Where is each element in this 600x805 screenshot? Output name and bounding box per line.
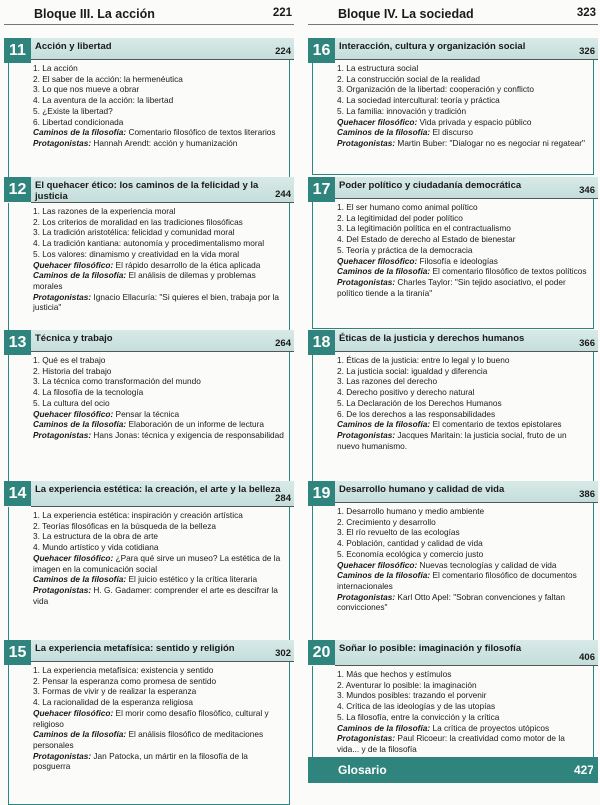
quehacer-text: Vida privada y espacio público bbox=[419, 116, 532, 127]
topic-item: 4. Del Estado de derecho al Estado de bienestar bbox=[337, 234, 516, 245]
topic-item: 3. Mundos posibles: trazando el porvenir bbox=[337, 690, 487, 701]
topic-item: 6. De los derechos a las responsabilidades bbox=[337, 408, 496, 419]
protagonistas-text: Karl Otto Apel: "Sobran convenciones y faltan convicciones" bbox=[337, 591, 566, 613]
topic-item: 1. Desarrollo humano y medio ambiente bbox=[337, 506, 485, 516]
quehacer-label: Quehacer filosófico: bbox=[33, 259, 114, 270]
caminos-label: Caminos de la filosofía: bbox=[33, 270, 127, 281]
chapter-page-number: 326 bbox=[579, 46, 595, 57]
chapter-heading[interactable] bbox=[31, 481, 294, 507]
topic-list bbox=[337, 355, 589, 451]
protagonistas-label: Protagonistas: bbox=[337, 429, 396, 440]
topic-item: 3. El río revuelto de las ecologías bbox=[337, 527, 460, 538]
topic-list bbox=[337, 669, 589, 755]
topic-item: 2. Historia del trabajo bbox=[33, 365, 112, 376]
chapter-number: 14 bbox=[4, 481, 31, 506]
topic-list bbox=[33, 63, 285, 149]
chapter-title: Desarrollo humano y calidad de vida bbox=[339, 484, 505, 495]
topic-item: 4. La tradición kantiana: autonomía y procedimentalismo moral bbox=[33, 238, 265, 249]
protagonistas-line bbox=[33, 138, 285, 149]
chapter-number: 16 bbox=[308, 38, 335, 63]
caminos-text: Elaboración de un informe de lectura bbox=[128, 419, 265, 430]
chapter-page-number: 284 bbox=[275, 493, 291, 504]
protagonistas-text: Paul Ricoeur: la creatividad como motor de la vida... y de la filosofía bbox=[337, 733, 565, 754]
caminos-label: Caminos de la filosofía: bbox=[337, 127, 431, 138]
protagonistas-line bbox=[337, 733, 589, 754]
protagonistas-label: Protagonistas: bbox=[33, 750, 92, 761]
quehacer-label: Quehacer filosófico: bbox=[337, 255, 418, 266]
topic-item: 2. Aventurar lo posible: la imaginación bbox=[337, 679, 477, 690]
protagonistas-label: Protagonistas: bbox=[337, 137, 396, 148]
protagonistas-text: Ignacio Ellacuría: "Si quieres el bien, trabaja por la justicia" bbox=[33, 291, 279, 313]
caminos-line bbox=[33, 729, 285, 750]
topic-item: 4. Población, cantidad y calidad de vida bbox=[337, 538, 483, 549]
topic-item: 4. La filosofía de la tecnología bbox=[33, 387, 144, 398]
protagonistas-text: Hans Jonas: técnica y exigencia de responsabilidad bbox=[93, 429, 284, 440]
topic-list bbox=[337, 202, 589, 298]
quehacer-text: Pensar la técnica bbox=[115, 408, 180, 419]
chapter-title: Éticas de la justicia y derechos humanos bbox=[339, 333, 525, 344]
protagonistas-line bbox=[33, 430, 285, 441]
caminos-label: Caminos de la filosofía: bbox=[337, 722, 431, 733]
caminos-text: El comentario de textos epistolares bbox=[432, 419, 562, 430]
protagonistas-label: Protagonistas: bbox=[33, 137, 92, 148]
chapter-heading[interactable] bbox=[335, 177, 598, 199]
caminos-label: Caminos de la filosofía: bbox=[33, 574, 127, 585]
chapter-contents bbox=[8, 203, 290, 348]
topic-item: 1. La experiencia estética: inspiración y creación artística bbox=[33, 510, 243, 520]
left-column bbox=[4, 4, 294, 783]
topic-item: 2. Los criterios de moralidad en las tradiciones filosóficas bbox=[33, 216, 243, 227]
chapter-number: 12 bbox=[4, 177, 31, 202]
quehacer-line bbox=[337, 117, 589, 128]
chapter-title: Soñar lo posible: imaginación y filosofía bbox=[339, 643, 522, 654]
protagonistas-text: H. G. Gadamer: comprender el arte es descifrar la vida bbox=[33, 584, 278, 606]
chapter-number: 18 bbox=[308, 330, 335, 355]
chapter-heading[interactable] bbox=[31, 177, 294, 203]
chapter-title: Interacción, cultura y organización social bbox=[339, 41, 526, 52]
caminos-text: El juicio estético y la crítica literaria bbox=[128, 574, 258, 585]
chapter-contents bbox=[8, 352, 290, 486]
protagonistas-label: Protagonistas: bbox=[337, 591, 396, 602]
topic-item: 1. Qué es el trabajo bbox=[33, 355, 106, 365]
chapter-title: La experiencia estética: la creación, el arte y la belleza bbox=[35, 484, 281, 495]
quehacer-label: Quehacer filosófico: bbox=[33, 408, 114, 419]
topic-item: 4. La sociedad intercultural: teoría y práctica bbox=[337, 95, 500, 106]
topic-list bbox=[33, 510, 285, 606]
topic-item: 3. Organización de la libertad: cooperación y conflicto bbox=[337, 84, 534, 95]
chapter-heading[interactable] bbox=[31, 38, 294, 60]
chapter-contents bbox=[8, 662, 290, 805]
topic-item: 5. Teoría y práctica de la democracia bbox=[337, 244, 473, 255]
caminos-text: Comentario filosófico de textos literarios bbox=[128, 127, 276, 138]
quehacer-text: ¿Para qué sirve un museo? La estética de la imagen en la comunicación social bbox=[33, 552, 281, 574]
caminos-text: El análisis de dilemas y problemas morales bbox=[33, 270, 256, 291]
topic-item: 3. La técnica como transformación del mundo bbox=[33, 376, 201, 387]
bloque-header bbox=[308, 4, 598, 25]
quehacer-label: Quehacer filosófico: bbox=[33, 707, 114, 718]
topic-item: 2. La legitimidad del poder político bbox=[337, 212, 463, 223]
quehacer-line bbox=[33, 708, 285, 729]
topic-item: 2. La justicia social: igualdad y diferencia bbox=[337, 365, 488, 376]
chapter-number: 15 bbox=[4, 640, 31, 665]
topic-item: 1. Las razones de la experiencia moral bbox=[33, 206, 176, 216]
quehacer-line bbox=[33, 409, 285, 420]
topic-item: 5. Economía ecológica y comercio justo bbox=[337, 548, 484, 559]
topic-item: 5. La filosofía, entre la convicción y la crítica bbox=[337, 711, 500, 722]
quehacer-line bbox=[337, 256, 589, 267]
topic-list bbox=[33, 355, 285, 441]
caminos-label: Caminos de la filosofía: bbox=[33, 729, 127, 740]
caminos-line bbox=[33, 127, 285, 138]
protagonistas-label: Protagonistas: bbox=[33, 291, 92, 302]
protagonistas-text: Charles Taylor: "Sin tejido asociativo, el poder político tiende a la tiranía" bbox=[337, 276, 566, 298]
caminos-text: El comentario filosófico de documentos internacionales bbox=[337, 570, 577, 591]
protagonistas-line bbox=[337, 592, 589, 613]
chapter-page-number: 224 bbox=[275, 46, 291, 57]
topic-list bbox=[33, 665, 285, 772]
protagonistas-text: Hannah Arendt: acción y humanización bbox=[93, 137, 238, 148]
protagonistas-line bbox=[33, 292, 285, 313]
chapter-title: El quehacer ético: los caminos de la felicidad y la justicia bbox=[35, 180, 259, 202]
topic-item: 3. La legitimación política en el contractualismo bbox=[337, 223, 511, 234]
caminos-text: El discurso bbox=[432, 127, 474, 138]
topic-item: 2. Teorías filosóficas en la búsqueda de la belleza bbox=[33, 520, 216, 531]
topic-item: 4. Crítica de las ideologías y de las utopías bbox=[337, 701, 496, 712]
quehacer-text: El morir como desafío filosófico, cultural y religioso bbox=[33, 707, 269, 729]
caminos-line bbox=[337, 127, 589, 138]
chapter-title: Técnica y trabajo bbox=[35, 333, 113, 344]
chapter-number: 17 bbox=[308, 177, 335, 202]
chapter-page-number: 244 bbox=[275, 189, 291, 200]
chapter-contents bbox=[312, 503, 594, 645]
right-column bbox=[308, 4, 598, 783]
topic-item: 1. La estructura social bbox=[337, 63, 419, 73]
caminos-label: Caminos de la filosofía: bbox=[33, 419, 127, 430]
topic-item: 1. Éticas de la justicia: entre lo legal y lo bueno bbox=[337, 355, 510, 365]
chapter-heading[interactable] bbox=[335, 38, 598, 60]
chapter-page-number: 346 bbox=[579, 185, 595, 196]
chapter-contents bbox=[312, 199, 594, 329]
glosario-title: Glosario bbox=[338, 763, 387, 777]
topic-list bbox=[337, 506, 589, 613]
bloque-page: 221 bbox=[272, 7, 292, 19]
topic-item: 2. Pensar la esperanza como promesa de sentido bbox=[33, 675, 217, 686]
topic-item: 4. La racionalidad de la esperanza religiosa bbox=[33, 697, 194, 708]
caminos-label: Caminos de la filosofía: bbox=[337, 266, 431, 277]
quehacer-text: Nuevas tecnologías y calidad de vida bbox=[419, 559, 557, 570]
protagonistas-label: Protagonistas: bbox=[33, 429, 92, 440]
chapter-contents bbox=[312, 666, 594, 779]
protagonistas-text: Jan Patocka, un mártir en la filosofía de la posguerra bbox=[33, 750, 248, 772]
chapter-contents bbox=[8, 507, 290, 641]
topic-item: 1. La acción bbox=[33, 63, 78, 73]
topic-item: 2. El saber de la acción: la hermenéutica bbox=[33, 73, 183, 84]
chapter-heading[interactable] bbox=[31, 330, 294, 352]
chapter-page-number: 406 bbox=[579, 652, 595, 663]
topic-item: 3. Formas de vivir y de realizar la esperanza bbox=[33, 686, 197, 697]
quehacer-text: El rápido desarrollo de la ética aplicada bbox=[115, 259, 261, 270]
topic-item: 6. Libertad condicionada bbox=[33, 116, 124, 127]
chapter-heading[interactable] bbox=[31, 640, 294, 662]
topic-item: 4. Derecho positivo y derecho natural bbox=[337, 387, 475, 398]
chapter-title: Acción y libertad bbox=[35, 41, 112, 52]
chapter-page-number: 264 bbox=[275, 338, 291, 349]
caminos-text: La crítica de proyectos utópicos bbox=[432, 722, 550, 733]
topic-list bbox=[337, 63, 589, 149]
topic-item: 3. Lo que nos mueve a obrar bbox=[33, 84, 140, 95]
topic-item: 1. La experiencia metafísica: existencia y sentido bbox=[33, 665, 214, 675]
topic-item: 5. Los valores: dinamismo y creatividad en la vida moral bbox=[33, 248, 240, 259]
caminos-line bbox=[337, 570, 589, 591]
chapter-number: 13 bbox=[4, 330, 31, 355]
caminos-label: Caminos de la filosofía: bbox=[337, 570, 431, 581]
quehacer-label: Quehacer filosófico: bbox=[337, 559, 418, 570]
caminos-label: Caminos de la filosofía: bbox=[33, 127, 127, 138]
topic-item: 1. Más que hechos y estímulos bbox=[337, 669, 452, 679]
protagonistas-label: Protagonistas: bbox=[337, 276, 396, 287]
protagonistas-line bbox=[337, 138, 589, 149]
chapter-page-number: 386 bbox=[579, 489, 595, 500]
protagonistas-line bbox=[337, 277, 589, 298]
protagonistas-label: Protagonistas: bbox=[33, 584, 92, 595]
bloque-page: 323 bbox=[576, 7, 596, 19]
chapter-contents bbox=[312, 60, 594, 175]
glosario-page: 427 bbox=[573, 763, 594, 777]
topic-item: 4. Mundo artístico y vida cotidiana bbox=[33, 542, 159, 553]
caminos-text: El comentario filosófico de textos políticos bbox=[432, 266, 587, 277]
topic-item: 3. La tradición aristotélica: felicidad y comunidad moral bbox=[33, 227, 235, 238]
caminos-line bbox=[337, 419, 589, 430]
protagonistas-text: Martin Buber: "Dialogar no es negociar ni regatear" bbox=[397, 137, 586, 148]
chapter-heading[interactable] bbox=[335, 640, 598, 666]
quehacer-text: Filosofía e ideologías bbox=[419, 255, 498, 266]
protagonistas-line bbox=[33, 585, 285, 606]
topic-item: 3. Las razones del derecho bbox=[337, 376, 438, 387]
chapter-title: Poder político y ciudadanía democrática bbox=[339, 180, 522, 191]
chapter-heading[interactable] bbox=[335, 481, 598, 503]
topic-item: 3. La estructura de la obra de arte bbox=[33, 531, 158, 542]
quehacer-label: Quehacer filosófico: bbox=[337, 116, 418, 127]
caminos-label: Caminos de la filosofía: bbox=[337, 419, 431, 430]
bloque-title: Bloque IV. La sociedad bbox=[338, 7, 474, 21]
chapter-number: 11 bbox=[4, 38, 31, 63]
bloque-title: Bloque III. La acción bbox=[34, 7, 155, 21]
bloque-header bbox=[4, 4, 294, 25]
topic-item: 5. La cultura del ocio bbox=[33, 397, 110, 408]
quehacer-line bbox=[33, 553, 285, 574]
topic-item: 1. El ser humano como animal político bbox=[337, 202, 478, 212]
topic-item: 4. La aventura de la acción: la libertad bbox=[33, 95, 174, 106]
topic-item: 5. ¿Existe la libertad? bbox=[33, 105, 113, 116]
topic-item: 5. La familia: innovación y tradición bbox=[337, 105, 467, 116]
protagonistas-text: Jacques Maritain: la justicia social, fruto de un nuevo humanismo. bbox=[337, 429, 567, 451]
chapter-heading[interactable] bbox=[335, 330, 598, 352]
protagonistas-line bbox=[337, 430, 589, 451]
topic-item: 2. Crecimiento y desarrollo bbox=[337, 516, 436, 527]
protagonistas-line bbox=[33, 751, 285, 772]
topic-item: 5. La Declaración de los Derechos Humanos bbox=[337, 397, 502, 408]
chapter-contents bbox=[312, 352, 594, 483]
chapter-page-number: 366 bbox=[579, 338, 595, 349]
chapter-page-number: 302 bbox=[275, 648, 291, 659]
quehacer-label: Quehacer filosófico: bbox=[33, 552, 114, 563]
caminos-line bbox=[337, 266, 589, 277]
chapter-number: 20 bbox=[308, 640, 335, 665]
protagonistas-label: Protagonistas: bbox=[337, 733, 396, 744]
caminos-line bbox=[337, 723, 589, 734]
caminos-line bbox=[33, 270, 285, 291]
chapter-number: 19 bbox=[308, 481, 335, 506]
caminos-line bbox=[33, 419, 285, 430]
topic-list bbox=[33, 206, 285, 313]
caminos-line bbox=[33, 574, 285, 585]
caminos-text: El análisis filosófico de meditaciones personales bbox=[33, 729, 264, 750]
quehacer-line bbox=[337, 560, 589, 571]
chapter-title: La experiencia metafísica: sentido y religión bbox=[35, 643, 235, 654]
quehacer-line bbox=[33, 260, 285, 271]
topic-item: 2. La construcción social de la realidad bbox=[337, 73, 480, 84]
